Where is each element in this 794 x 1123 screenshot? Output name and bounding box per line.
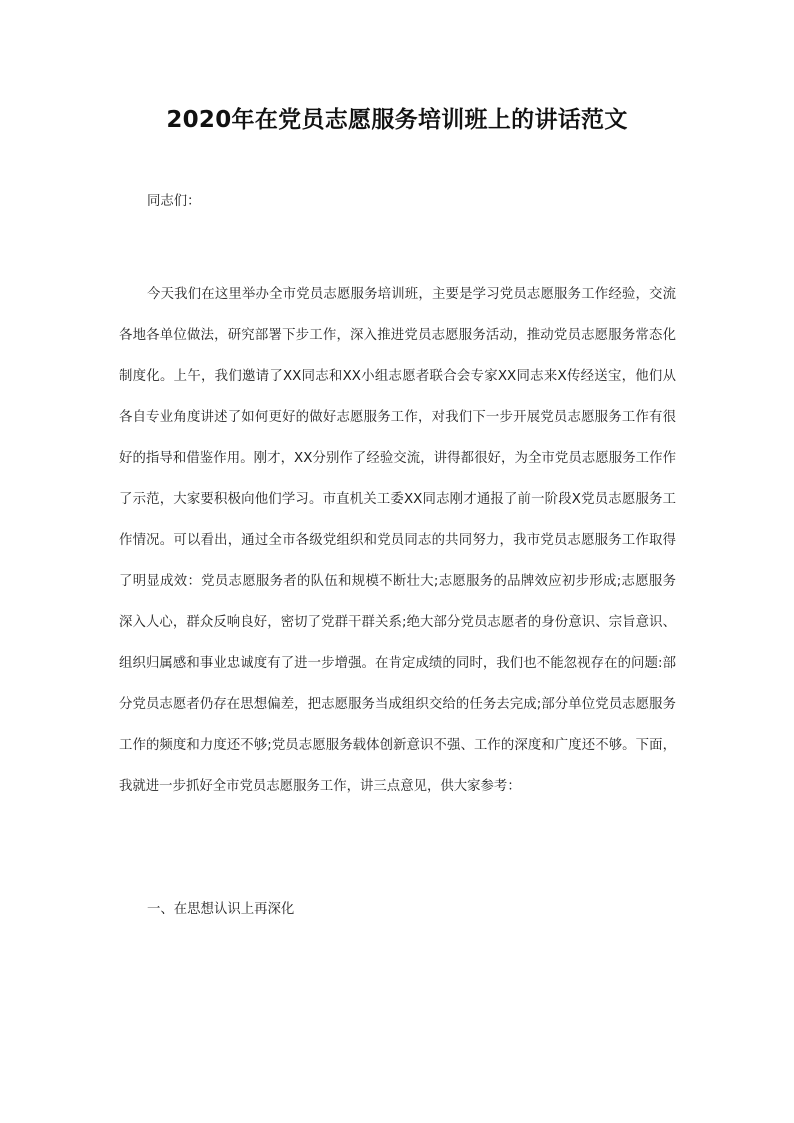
- section-heading: 一、在思想认识上再深化: [147, 902, 295, 917]
- salutation: 同志们：: [147, 194, 201, 209]
- document-title: 2020年在党员志愿服务培训班上的讲话范文: [166, 107, 628, 133]
- body-paragraph: 今天我们在这里举办全市党员志愿服务培训班，主要是学习党员志愿服务工作经验，交流各地各单位做法，研究部署下步工作，深入推进党员志愿服务活动，推动党员志愿服务常态化制度化。上午，我们邀请了XX同志和XX小组志愿者联合会专家XX同志来X传经送宝，他们从各自专业角度讲述了如何更好的做好志愿服务工作，对我们下一步开展党员志愿服务工作有很好的指导和借鉴作用。刚才，XX分别作了经验交流，讲得都很好，为全市党员志愿服务工作作了示范，大家要积极向他们学习。市直机关工委XX同志刚才通报了前一阶段X党员志愿服务工作情况。可以看出，通过全市各级党组织和党员同志的共同努力，我市党员志愿服务工作取得了明显成效：党员志愿服务者的队伍和规模不断壮大;志愿服务的品牌效应初步形成;志愿服务深入人心，群众反响良好，密切了党群干群关系;绝大部分党员志愿者的身份意识、宗旨意识、组织归属感和事业忠诚度有了进一步增强。在肯定成绩的同时，我们也不能忽视存在的问题:部分党员志愿者仍存在思想偏差，把志愿服务当成组织交给的任务去完成;部分单位党员志愿服务工作的频度和力度还不够;党员志愿服务载体创新意识不强、工作的深度和广度还不够。下面，我就进一步抓好全市党员志愿服务工作，讲三点意见，供大家参考：: [119, 287, 676, 794]
